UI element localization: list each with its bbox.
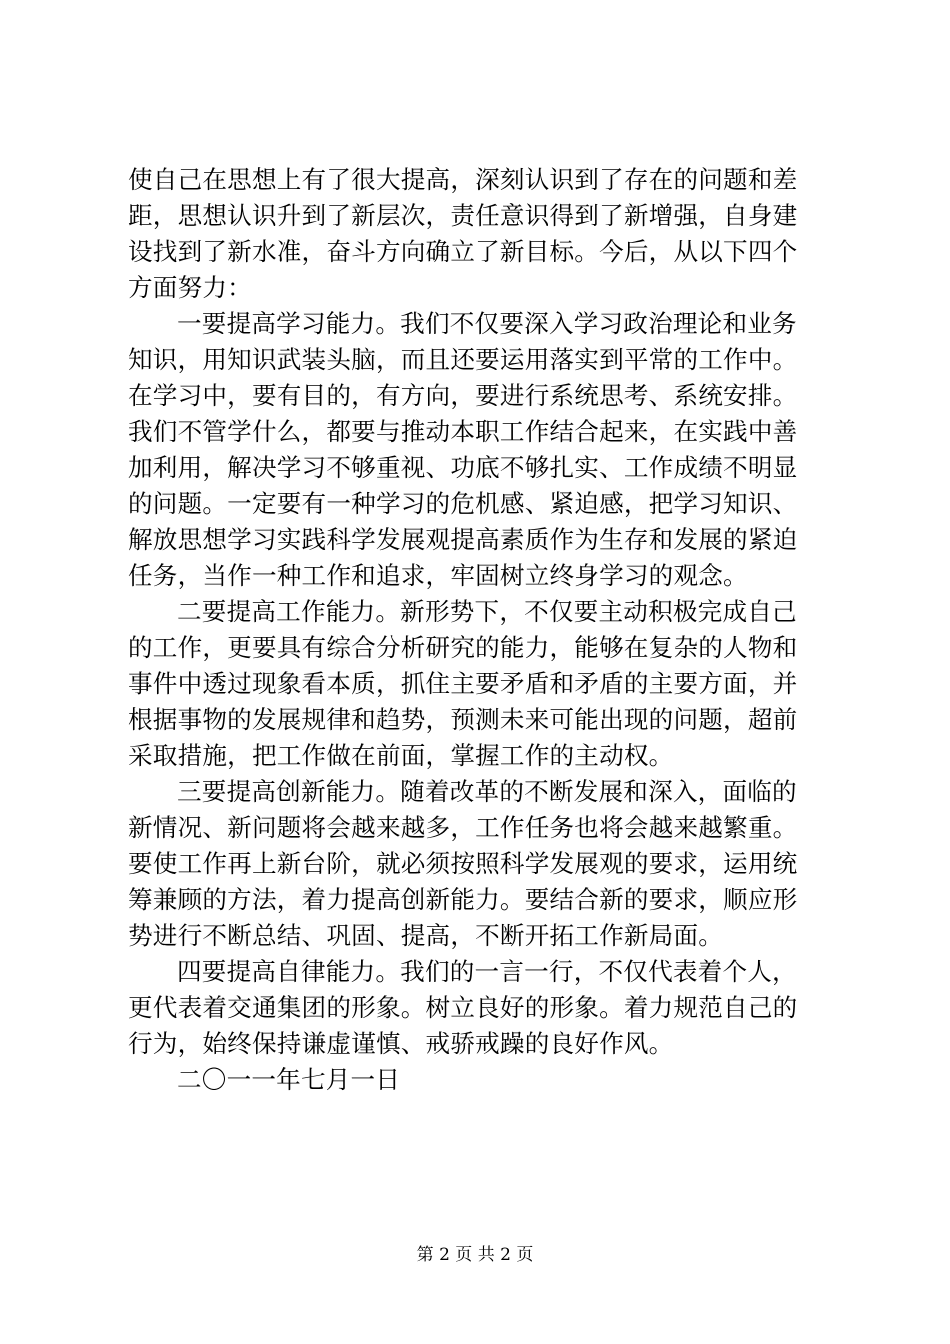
text-line: 知识，用知识武装头脑，而且还要运用落实到平常的工作中。 — [128, 345, 798, 374]
text-line: 加利用，解决学习不够重视、功底不够扎实、工作成绩不明显 — [128, 453, 798, 482]
text-line: 新情况、新问题将会越来越多，工作任务也将会越来越繁重。 — [128, 813, 798, 842]
text-line: 筹兼顾的方法，着力提高创新能力。要结合新的要求，顺应形 — [128, 885, 798, 914]
text-line: 势进行不断总结、巩固、提高，不断开拓工作新局面。 — [128, 921, 724, 950]
text-line: 在学习中，要有目的，有方向，要进行系统思考、系统安排。 — [128, 381, 798, 410]
text-line: 解放思想学习实践科学发展观提高素质作为生存和发展的紧迫 — [128, 525, 798, 554]
paragraph-start-line: 三要提高创新能力。随着改革的不断发展和深入，面临的 — [177, 777, 797, 806]
text-line: 采取措施，把工作做在前面，掌握工作的主动权。 — [128, 741, 674, 770]
page-number-footer: 第 2 页 共 2 页 — [416, 1245, 534, 1265]
text-line: 方面努力： — [128, 273, 252, 302]
text-line: 任务，当作一种工作和追求，牢固树立终身学习的观念。 — [128, 561, 748, 590]
paragraph-start-line: 四要提高自律能力。我们的一言一行，不仅代表着个人， — [177, 957, 797, 986]
text-line: 行为，始终保持谦虚谨慎、戒骄戒躁的良好作风。 — [128, 1029, 674, 1058]
paragraph-start-line: 一要提高学习能力。我们不仅要深入学习政治理论和业务 — [177, 309, 797, 338]
text-line: 事件中透过现象看本质，抓住主要矛盾和矛盾的主要方面，并 — [128, 669, 798, 698]
document-date: 二〇一一年七月一日 — [177, 1065, 401, 1094]
text-line: 的问题。一定要有一种学习的危机感、紧迫感，把学习知识、 — [128, 489, 798, 518]
text-line: 更代表着交通集团的形象。树立良好的形象。着力规范自己的 — [128, 993, 798, 1022]
text-line: 要使工作再上新台阶，就必须按照科学发展观的要求，运用统 — [128, 849, 798, 878]
document-body — [128, 162, 836, 1098]
text-line: 距，思想认识升到了新层次，责任意识得到了新增强，自身建 — [128, 201, 798, 230]
paragraph-start-line: 二要提高工作能力。新形势下，不仅要主动积极完成自己 — [177, 597, 797, 626]
text-line: 的工作，更要具有综合分析研究的能力，能够在复杂的人物和 — [128, 633, 798, 662]
text-line: 我们不管学什么，都要与推动本职工作结合起来，在实践中善 — [128, 417, 798, 446]
text-line: 使自己在思想上有了很大提高，深刻认识到了存在的问题和差 — [128, 165, 798, 194]
text-line: 设找到了新水准，奋斗方向确立了新目标。今后，从以下四个 — [128, 237, 798, 266]
text-line: 根据事物的发展规律和趋势，预测未来可能出现的问题，超前 — [128, 705, 798, 734]
